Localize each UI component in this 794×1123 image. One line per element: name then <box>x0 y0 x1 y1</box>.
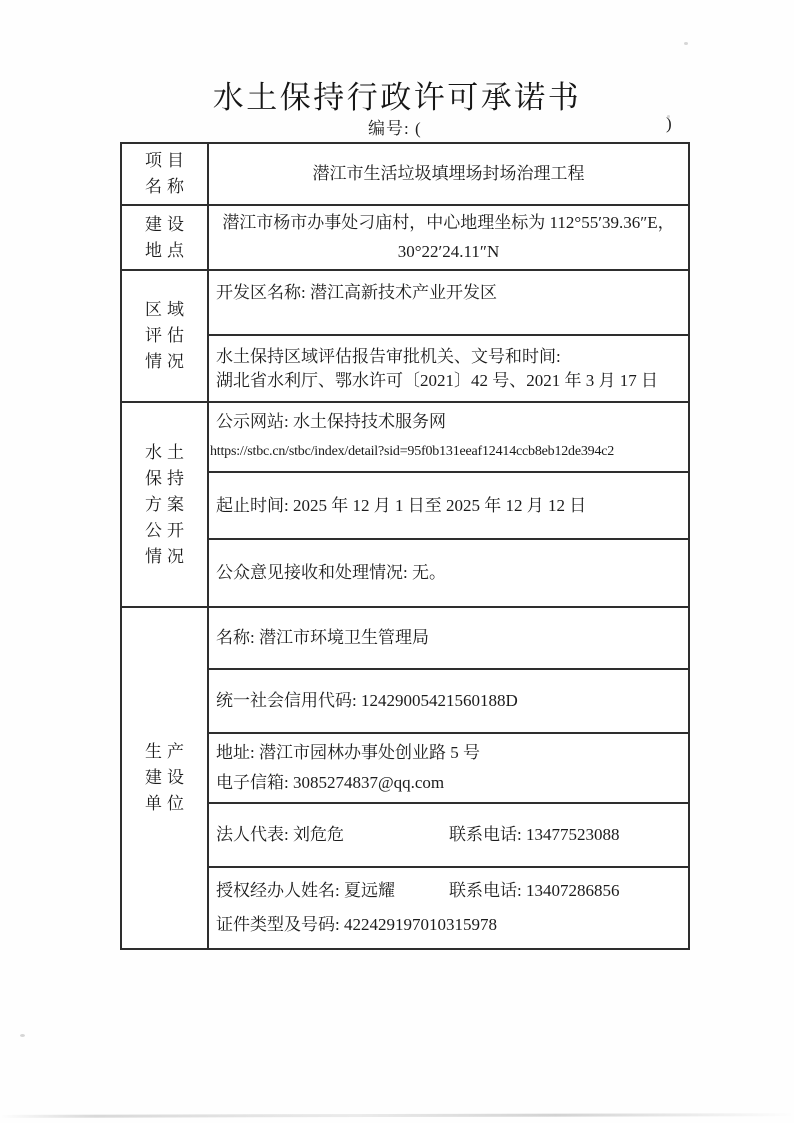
zone-name-text: 开发区名称: 潜江高新技术产业开发区 <box>216 283 497 302</box>
label-line: 生产 <box>145 742 189 761</box>
row-value-construction-unit <box>209 608 688 948</box>
row-label-location <box>122 206 209 269</box>
label-line: 方案 <box>145 494 189 514</box>
publicity-site-text: 公示网站: 水土保持技术服务网 <box>216 411 446 431</box>
label-line: 单位 <box>145 794 189 813</box>
agent-id-text: 证件类型及号码: 422429197010315978 <box>216 915 497 935</box>
row-label-regional-assessment <box>122 271 209 401</box>
label-line: 公开 <box>145 520 189 540</box>
label-line: 项目 <box>145 151 189 170</box>
scan-artifact-line <box>0 1113 794 1118</box>
label-line: 区域 <box>145 300 189 319</box>
project-name-cell <box>209 144 688 204</box>
scan-artifact-speck <box>684 42 688 45</box>
label-line: 建设 <box>145 214 189 234</box>
scan-artifact-speck <box>667 115 670 118</box>
publicity-period-cell <box>209 471 688 538</box>
label-line: 保持 <box>145 468 189 488</box>
approval-line1: 水土保持区域评估报告审批机关、文号和时间: <box>216 346 561 366</box>
unit-name-text: 名称: 潜江市环境卫生管理局 <box>216 628 429 647</box>
label-line: 情况 <box>145 546 189 566</box>
unit-address-text: 地址: 潜江市园林办事处创业路 5 号 <box>216 742 480 762</box>
label-line: 情况 <box>145 352 189 371</box>
table-row-location <box>122 204 688 269</box>
publicity-url-text: https://stbc.cn/stbc/index/detail?sid=95f0b131eeaf12414ccb8eb12de394c2 <box>210 444 615 460</box>
row-value-location <box>209 206 688 269</box>
zone-name-cell <box>209 271 688 334</box>
project-name-text: 潜江市生活垃圾填埋场封场治理工程 <box>312 164 585 183</box>
serial-prefix: 编号: ( <box>368 119 422 138</box>
legal-rep-phone-text: 联系电话: 13477523088 <box>449 825 620 844</box>
legal-rep-text: 法人代表: 刘危危 <box>216 825 344 844</box>
row-label-construction-unit <box>122 608 209 948</box>
legal-rep-cell <box>209 802 688 866</box>
row-label-project-name <box>122 144 209 204</box>
row-value-project-name <box>209 144 688 204</box>
location-line1: 潜江市杨市办事处刁庙村，中心地理坐标为 112°55′39.36″E， <box>222 213 675 232</box>
public-feedback-cell <box>209 538 688 606</box>
serial-line <box>368 114 673 139</box>
label-line: 水土 <box>145 442 189 462</box>
document-title: 水土保持行政许可承诺书 <box>212 80 582 115</box>
table-row-plan-publicity <box>122 401 688 606</box>
scan-artifact-speck <box>20 1034 25 1037</box>
assessment-approval-cell <box>209 334 688 401</box>
credit-code-text: 统一社会信用代码: 12429005421560188D <box>216 691 518 710</box>
publicity-site-cell <box>209 403 688 471</box>
label-line: 建设 <box>145 768 189 787</box>
agent-cell <box>209 866 688 948</box>
label-line: 地点 <box>145 240 189 260</box>
address-email-cell <box>209 732 688 802</box>
info-table <box>120 142 690 950</box>
label-line: 名称 <box>145 177 189 196</box>
unit-email-text: 电子信箱: 3085274837@qq.com <box>216 773 445 793</box>
table-row-construction-unit <box>122 606 688 948</box>
row-label-plan-publicity <box>122 403 209 606</box>
agent-row <box>216 879 688 903</box>
agent-phone-text: 联系电话: 13407286856 <box>449 880 620 900</box>
approval-line2: 湖北省水利厅、鄂水许可〔2021〕42 号、2021 年 3 月 17 日 <box>216 370 658 390</box>
location-line2: 30°22′24.11″N <box>397 242 500 261</box>
public-feedback-text: 公众意见接收和处理情况: 无。 <box>216 563 446 582</box>
credit-code-cell <box>209 668 688 732</box>
serial-close-paren: ) <box>666 114 673 133</box>
location-cell <box>209 206 688 269</box>
unit-name-cell <box>209 608 688 668</box>
label-line: 评估 <box>145 326 189 345</box>
row-value-plan-publicity <box>209 403 688 606</box>
table-row-regional-assessment <box>122 269 688 401</box>
publicity-period-text: 起止时间: 2025 年 12 月 1 日至 2025 年 12 月 12 日 <box>216 495 587 515</box>
row-value-regional-assessment <box>209 271 688 401</box>
legal-rep-row <box>216 823 688 847</box>
table-row-project-name <box>122 144 688 204</box>
agent-name-text: 授权经办人姓名: 夏远耀 <box>216 880 395 900</box>
